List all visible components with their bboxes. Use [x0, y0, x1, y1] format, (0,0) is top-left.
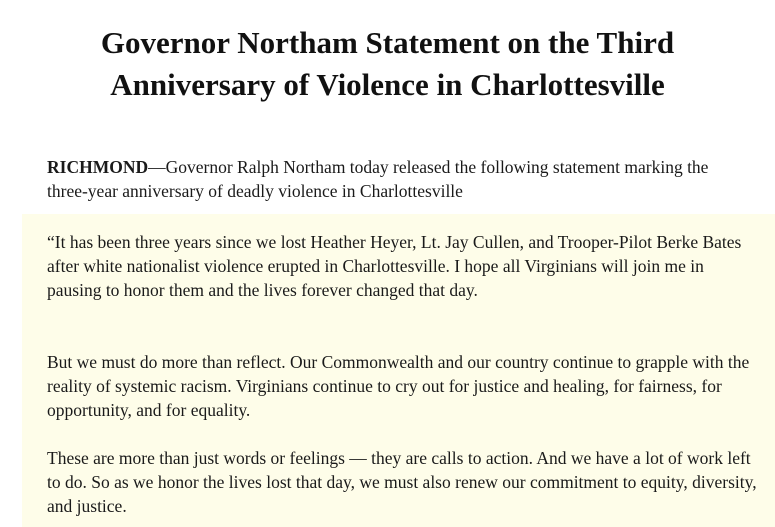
quote-paragraph-1: “It has been three years since we lost Heather Heyer, Lt. Jay Cullen, and Trooper-Pilot Berke Bates after white nationalist violence erupted in Charlottesville. I hope all Virginians will join me in pausing to honor them and the lives forever changed that day. — [47, 232, 742, 300]
statement-quote-box — [22, 214, 775, 527]
page-title: Governor Northam Statement on the Third Anniversary of Violence in Charlottesville — [100, 25, 675, 102]
quote-paragraph-2: But we must do more than reflect. Our Commonwealth and our country continue to grapple with the reality of systemic racism. Virginians continue to cry out for justice and healing, for fairness, for opportunity, and for equality. — [47, 352, 750, 420]
quote-paragraph-3: These are more than just words or feelings — they are calls to action. And we have a lot of work left to do. So as we honor the lives lost that day, we must also renew our commitment to equity, diversity, and justice. — [47, 448, 757, 516]
intro-paragraph — [47, 155, 747, 203]
dateline: RICHMOND — [47, 157, 149, 177]
intro-text: —Governor Ralph Northam today released the following statement marking the three-year anniversary of deadly violence in Charlottesville — [47, 157, 709, 201]
